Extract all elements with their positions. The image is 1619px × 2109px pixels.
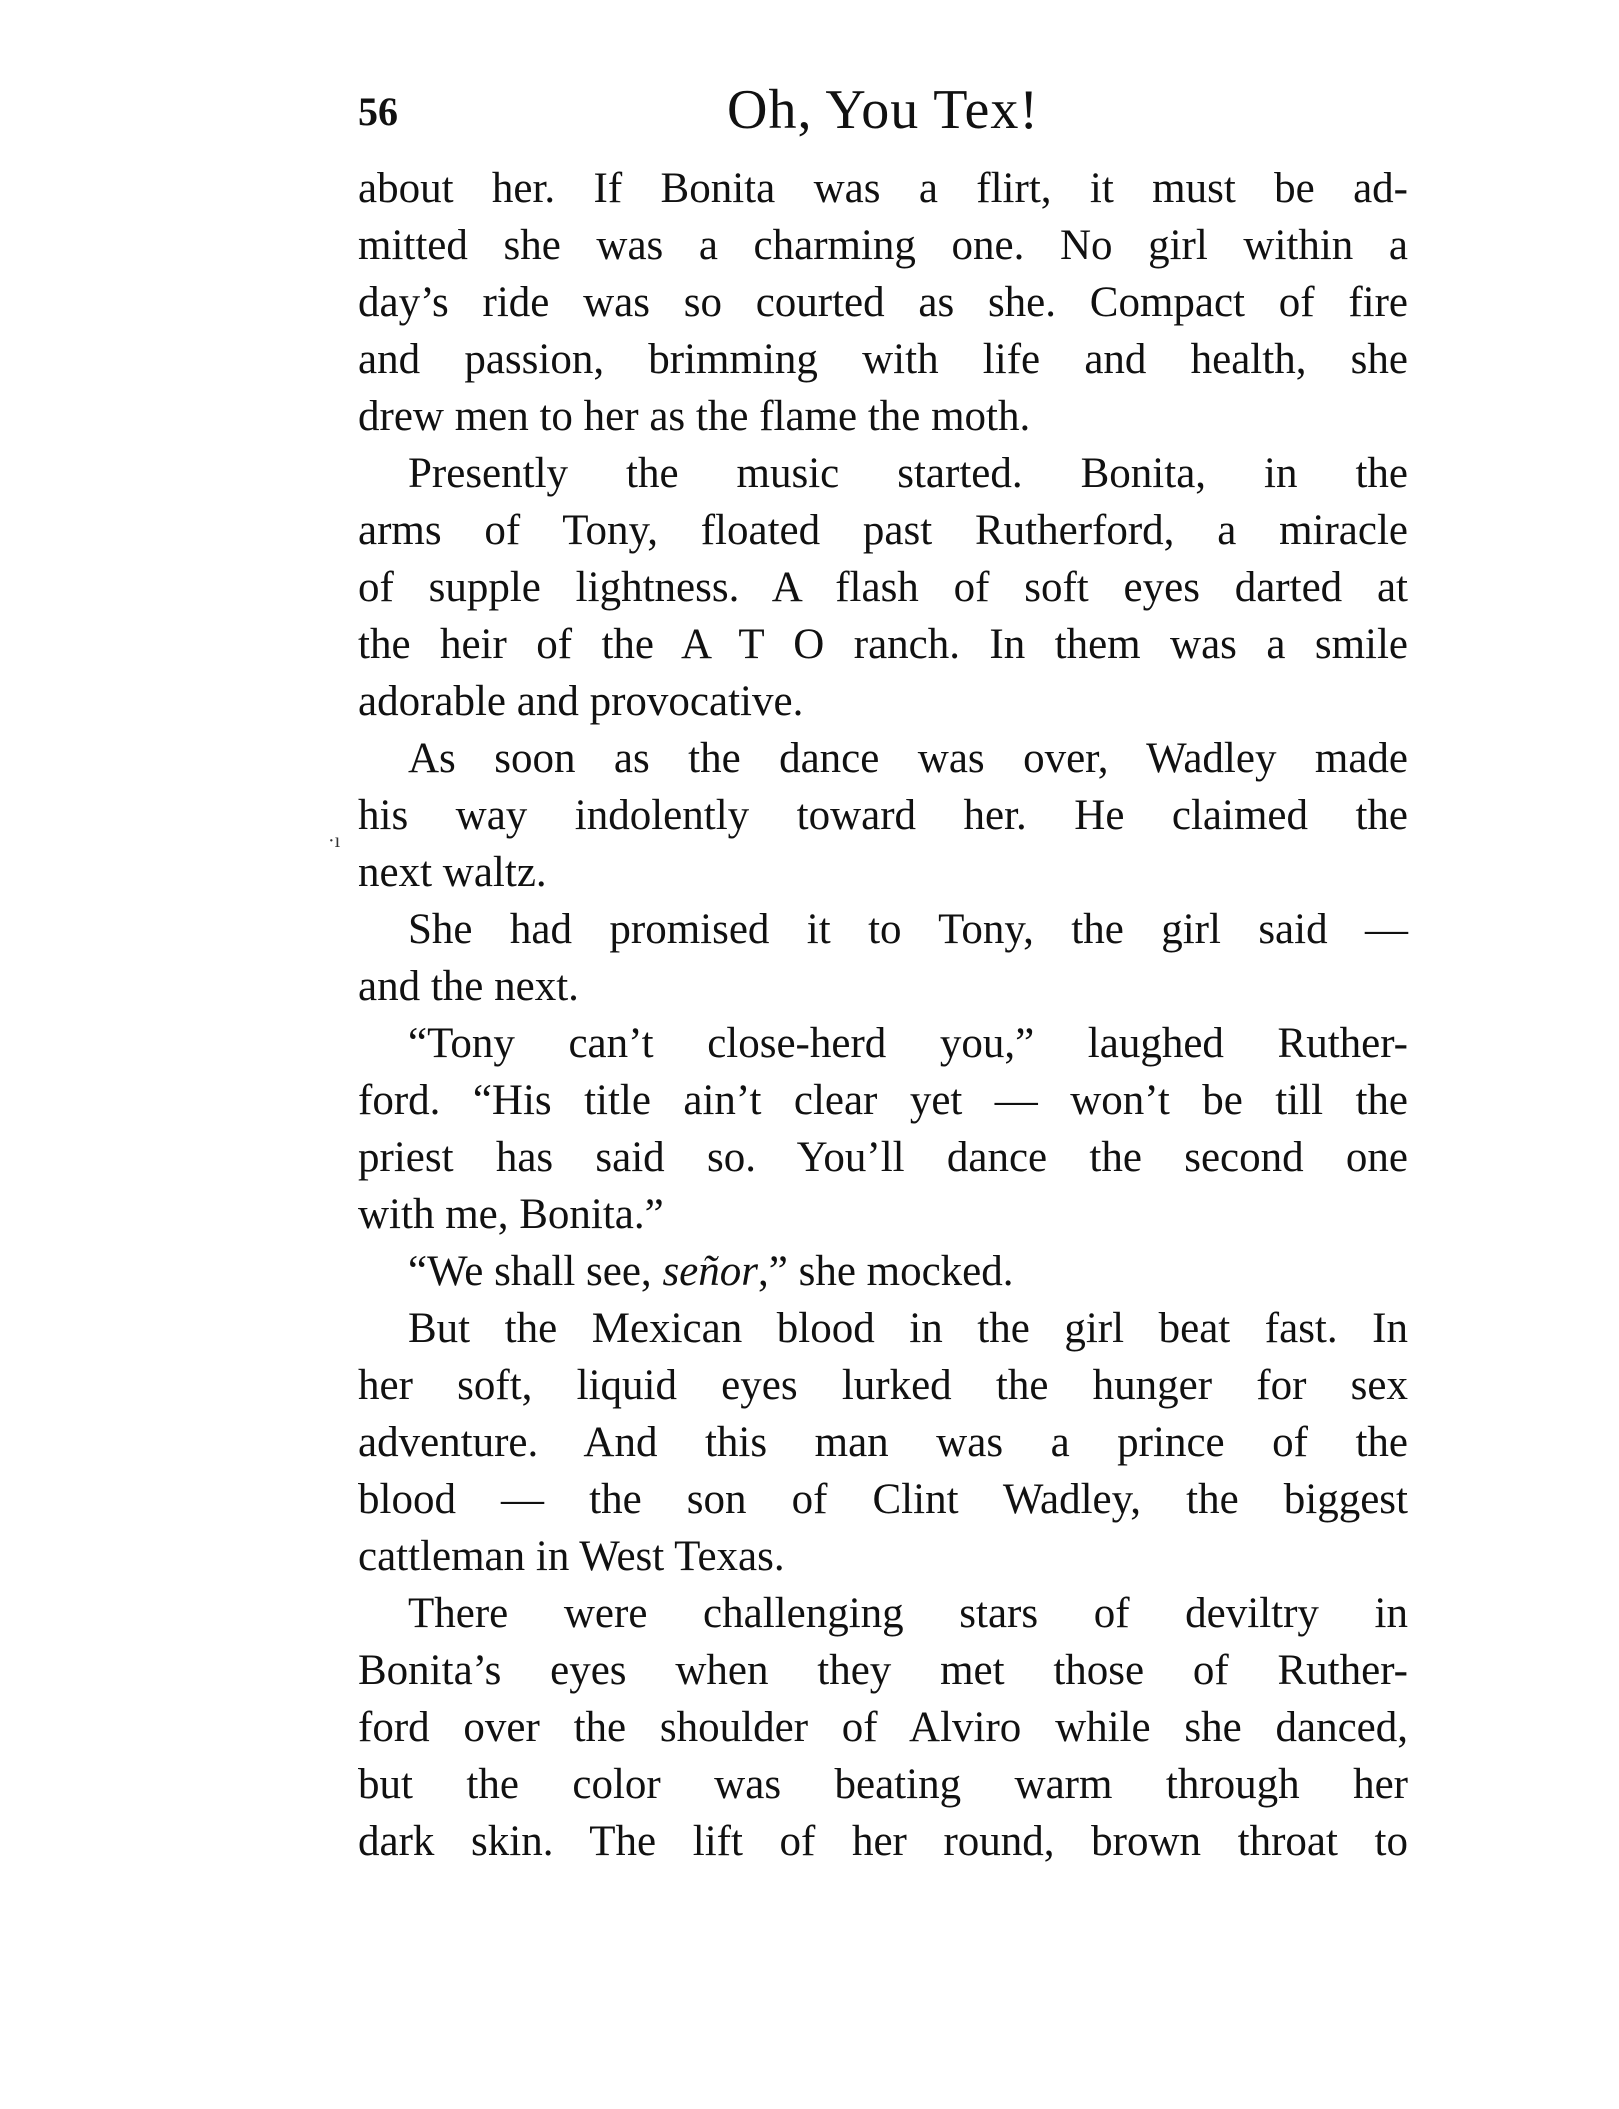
- text-line: “Tony can’t close-herd you,” laughed Ruther-: [408, 1020, 1408, 1067]
- text-line: ford over the shoulder of Alviro while she danced,: [358, 1704, 1408, 1751]
- text-line: adorable and provocative.: [358, 678, 804, 725]
- text-line: her soft, liquid eyes lurked the hunger for sex: [358, 1362, 1408, 1409]
- text-line: the heir of the A T O ranch. In them was a smile: [358, 621, 1408, 668]
- running-title: Oh, You Tex!: [727, 79, 1039, 141]
- text-line: day’s ride was so courted as she. Compact of fire: [358, 279, 1408, 326]
- text-line: next waltz.: [358, 849, 547, 896]
- body-text: [358, 160, 1408, 1870]
- italic-word: señor: [662, 1248, 758, 1295]
- text-line: As soon as the dance was over, Wadley made: [408, 735, 1408, 782]
- text-line: ford. “His title ain’t clear yet — won’t be till the: [358, 1077, 1408, 1124]
- text-line: with me, Bonita.”: [358, 1191, 664, 1238]
- text-line: drew men to her as the flame the moth.: [358, 393, 1031, 440]
- text-line: priest has said so. You’ll dance the second one: [358, 1134, 1408, 1181]
- text-line: of supple lightness. A flash of soft eyes darted at: [358, 564, 1408, 611]
- text-line: But the Mexican blood in the girl beat fast. In: [408, 1305, 1408, 1352]
- text-line: Bonita’s eyes when they met those of Ruther-: [358, 1647, 1408, 1694]
- text-line: and the next.: [358, 963, 579, 1010]
- running-head: [358, 78, 1408, 158]
- text-line: and passion, brimming with life and health, she: [358, 336, 1408, 383]
- text-line: about her. If Bonita was a flirt, it must be ad-: [358, 165, 1408, 212]
- text-line: blood — the son of Clint Wadley, the biggest: [358, 1476, 1408, 1523]
- page-number: 56: [358, 89, 398, 134]
- text-line: Presently the music started. Bonita, in the: [408, 450, 1408, 497]
- stray-mark: ·ı: [328, 830, 341, 852]
- text-line: but the color was beating warm through her: [358, 1761, 1408, 1808]
- text-line: his way indolently toward her. He claimed the: [358, 792, 1408, 839]
- text-line: mitted she was a charming one. No girl within a: [358, 222, 1408, 269]
- text-line: She had promised it to Tony, the girl said —: [408, 906, 1408, 953]
- text-line: cattleman in West Texas.: [358, 1533, 785, 1580]
- text-line: There were challenging stars of deviltry in: [408, 1590, 1408, 1637]
- text-line: dark skin. The lift of her round, brown throat to: [358, 1818, 1408, 1865]
- text-line: “We shall see, señor,” she mocked.: [408, 1248, 1014, 1295]
- text-line: arms of Tony, floated past Rutherford, a miracle: [358, 507, 1408, 554]
- text-line: adventure. And this man was a prince of the: [358, 1419, 1408, 1466]
